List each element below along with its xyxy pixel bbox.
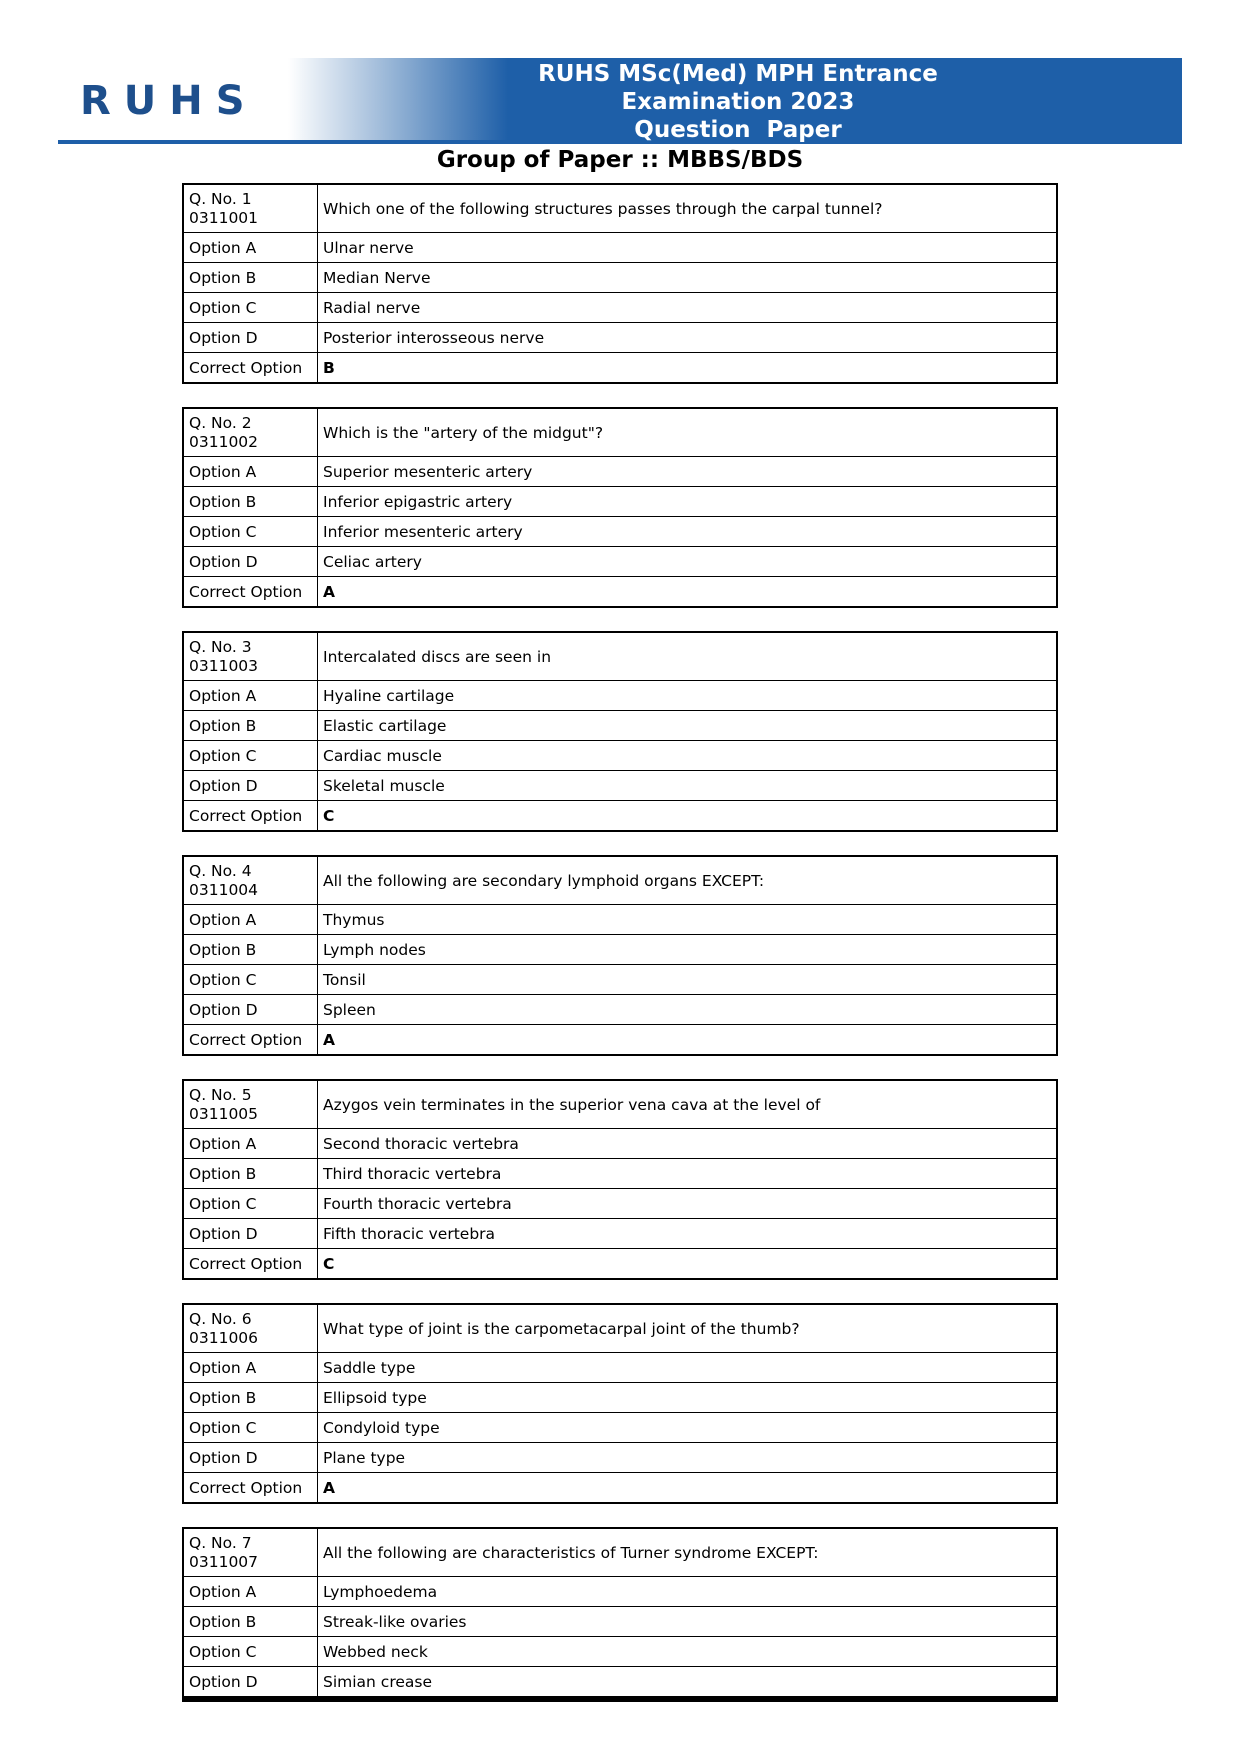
option-c-label: Option C: [183, 293, 318, 323]
header-gradient: [288, 58, 508, 142]
option-c-label: Option C: [183, 1637, 318, 1667]
option-d-text: Fifth thoracic vertebra: [318, 1219, 1058, 1249]
option-d-text: Skeletal muscle: [318, 771, 1058, 801]
question-number: Q. No. 3 0311003: [183, 632, 318, 681]
correct-option-value: A: [318, 577, 1058, 608]
option-b-label: Option B: [183, 935, 318, 965]
option-a-label: Option A: [183, 233, 318, 263]
question-text: Azygos vein terminates in the superior vena cava at the level of: [318, 1080, 1058, 1129]
option-b-text: Inferior epigastric artery: [318, 487, 1058, 517]
option-d-label: Option D: [183, 323, 318, 353]
question-text: All the following are characteristics of Turner syndrome EXCEPT:: [318, 1528, 1058, 1577]
option-a-text: Thymus: [318, 905, 1058, 935]
option-d-label: Option D: [183, 771, 318, 801]
option-c-text: Cardiac muscle: [318, 741, 1058, 771]
correct-option-label: Correct Option: [183, 1249, 318, 1280]
option-b-text: Lymph nodes: [318, 935, 1058, 965]
question-number: Q. No. 6 0311006: [183, 1304, 318, 1353]
correct-option-value: C: [318, 801, 1058, 832]
correct-option-label: Correct Option: [183, 353, 318, 384]
option-a-text: Second thoracic vertebra: [318, 1129, 1058, 1159]
question-block: [182, 1079, 1058, 1280]
paper-group-title: Group of Paper :: MBBS/BDS: [436, 147, 804, 173]
option-b-text: Elastic cartilage: [318, 711, 1058, 741]
question-block: [182, 1527, 1058, 1702]
option-b-label: Option B: [183, 1383, 318, 1413]
option-b-label: Option B: [183, 1607, 318, 1637]
option-c-text: Radial nerve: [318, 293, 1058, 323]
question-block: [182, 855, 1058, 1056]
option-a-label: Option A: [183, 1353, 318, 1383]
question-block: [182, 407, 1058, 608]
option-d-text: Posterior interosseous nerve: [318, 323, 1058, 353]
option-a-label: Option A: [183, 681, 318, 711]
question-number: Q. No. 4 0311004: [183, 856, 318, 905]
option-a-label: Option A: [183, 457, 318, 487]
option-b-label: Option B: [183, 711, 318, 741]
option-a-label: Option A: [183, 1577, 318, 1607]
option-d-label: Option D: [183, 1219, 318, 1249]
exam-title: [508, 60, 968, 144]
correct-option-label: Correct Option: [183, 1025, 318, 1056]
question-text: Which one of the following structures passes through the carpal tunnel?: [318, 184, 1058, 233]
option-c-text: Tonsil: [318, 965, 1058, 995]
question-number: Q. No. 1 0311001: [183, 184, 318, 233]
question-text: All the following are secondary lymphoid organs EXCEPT:: [318, 856, 1058, 905]
correct-option-value: B: [318, 353, 1058, 384]
header-underline: [58, 140, 508, 144]
exam-title-line-2: Examination 2023: [621, 89, 855, 115]
correct-option-value: A: [318, 1025, 1058, 1056]
ruhs-logo: RUHS: [80, 78, 258, 124]
question-number: Q. No. 2 0311002: [183, 408, 318, 457]
option-b-label: Option B: [183, 263, 318, 293]
option-a-text: Hyaline cartilage: [318, 681, 1058, 711]
question-text: Intercalated discs are seen in: [318, 632, 1058, 681]
option-b-text: Third thoracic vertebra: [318, 1159, 1058, 1189]
option-d-text: Celiac artery: [318, 547, 1058, 577]
option-a-text: Lymphoedema: [318, 1577, 1058, 1607]
option-b-label: Option B: [183, 487, 318, 517]
option-c-text: Condyloid type: [318, 1413, 1058, 1443]
question-number: Q. No. 7 0311007: [183, 1528, 318, 1577]
question-block: [182, 183, 1058, 384]
option-d-text: Simian crease: [318, 1667, 1058, 1700]
option-a-label: Option A: [183, 1129, 318, 1159]
option-c-text: Fourth thoracic vertebra: [318, 1189, 1058, 1219]
exam-title-line-3: Question Paper: [634, 117, 842, 143]
correct-option-label: Correct Option: [183, 1473, 318, 1504]
option-c-text: Inferior mesenteric artery: [318, 517, 1058, 547]
option-a-text: Superior mesenteric artery: [318, 457, 1058, 487]
option-d-label: Option D: [183, 547, 318, 577]
option-d-label: Option D: [183, 995, 318, 1025]
option-d-label: Option D: [183, 1443, 318, 1473]
question-text: Which is the "artery of the midgut"?: [318, 408, 1058, 457]
option-a-text: Ulnar nerve: [318, 233, 1058, 263]
exam-title-line-1: RUHS MSc(Med) MPH Entrance: [538, 61, 938, 87]
option-d-text: Plane type: [318, 1443, 1058, 1473]
question-number: Q. No. 5 0311005: [183, 1080, 318, 1129]
option-b-text: Median Nerve: [318, 263, 1058, 293]
question-text: What type of joint is the carpometacarpal joint of the thumb?: [318, 1304, 1058, 1353]
option-c-text: Webbed neck: [318, 1637, 1058, 1667]
option-a-label: Option A: [183, 905, 318, 935]
option-d-label: Option D: [183, 1667, 318, 1700]
header-title-band: [508, 58, 1182, 144]
option-c-label: Option C: [183, 1189, 318, 1219]
option-b-label: Option B: [183, 1159, 318, 1189]
option-b-text: Ellipsoid type: [318, 1383, 1058, 1413]
page-header: [58, 58, 1182, 144]
option-c-label: Option C: [183, 965, 318, 995]
option-c-label: Option C: [183, 1413, 318, 1443]
question-block: [182, 631, 1058, 832]
option-a-text: Saddle type: [318, 1353, 1058, 1383]
correct-option-value: A: [318, 1473, 1058, 1504]
correct-option-label: Correct Option: [183, 801, 318, 832]
option-b-text: Streak-like ovaries: [318, 1607, 1058, 1637]
option-d-text: Spleen: [318, 995, 1058, 1025]
question-list: [182, 183, 1058, 1702]
option-c-label: Option C: [183, 517, 318, 547]
correct-option-value: C: [318, 1249, 1058, 1280]
question-block: [182, 1303, 1058, 1504]
correct-option-label: Correct Option: [183, 577, 318, 608]
option-c-label: Option C: [183, 741, 318, 771]
